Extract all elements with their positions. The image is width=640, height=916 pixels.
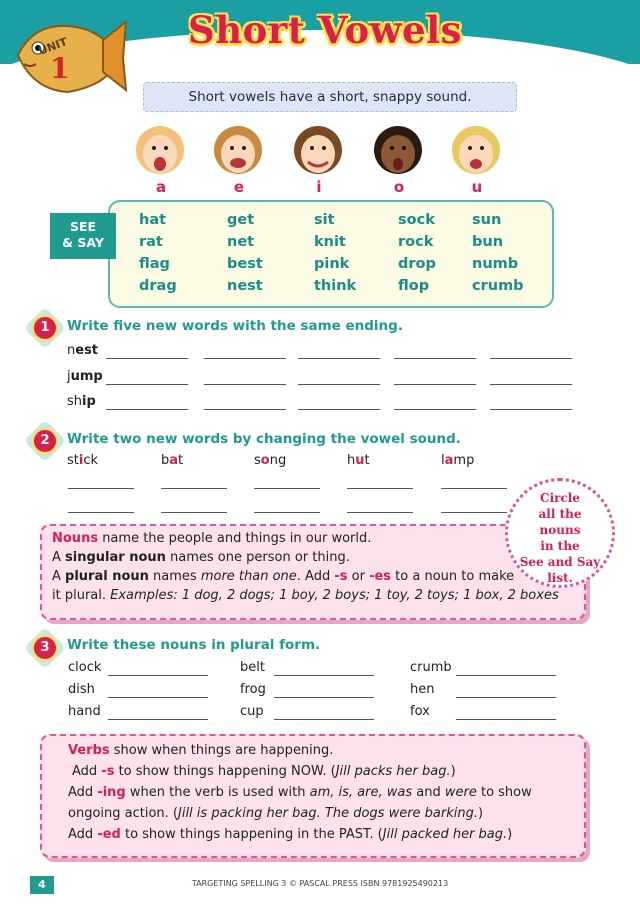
verbs-info-text (68, 740, 578, 845)
word-vowel: o (260, 453, 270, 468)
answer-line[interactable] (394, 384, 476, 385)
word: crumb (472, 278, 524, 294)
word: nest (227, 278, 263, 294)
word-part: s (254, 453, 261, 468)
answer-line[interactable] (108, 675, 208, 676)
vowel-word (161, 453, 183, 468)
child-face-e (214, 126, 262, 174)
answer-line[interactable] (298, 409, 380, 410)
answer-line[interactable] (347, 488, 413, 489)
answer-line[interactable] (161, 512, 227, 513)
verbs-line (68, 803, 578, 824)
word: rock (398, 234, 434, 250)
noun-prompt: crumb (410, 660, 452, 675)
text: am, is, are, was (309, 785, 413, 800)
vowel-label: u (471, 178, 483, 196)
vowel-word (347, 453, 370, 468)
word-start: n (67, 343, 76, 358)
text: it plural. (52, 588, 111, 603)
vowel-label: i (316, 178, 322, 196)
children-illustration (120, 118, 520, 180)
subtitle-banner: Short vowels have a short, snappy sound. (143, 82, 517, 112)
word-part: h (347, 453, 356, 468)
word-column-e (227, 209, 263, 297)
word: bun (472, 234, 504, 250)
example: Jill is packing her bag. The dogs were barking. (178, 806, 479, 821)
suffix: -ing (97, 785, 126, 800)
section-2-heading: Write two new words by changing the vowel sound. (67, 431, 461, 447)
vowel-word (67, 453, 98, 468)
answer-line[interactable] (490, 384, 572, 385)
unit-number: 1 (50, 52, 70, 85)
section-1-heading: Write five new words with the same ending. (67, 318, 403, 334)
word-ending: ump (70, 369, 103, 384)
answer-line[interactable] (108, 697, 208, 698)
note-line: Circle (540, 491, 580, 505)
section-2-badge: 2 (32, 428, 58, 454)
suffix: -es (369, 569, 392, 584)
text: Add (72, 764, 102, 779)
section-1-badge: 1 (32, 315, 58, 341)
word-part: ck (83, 453, 99, 468)
word-vowel: i (78, 453, 84, 468)
noun-prompt: clock (68, 660, 102, 675)
answer-line[interactable] (106, 384, 188, 385)
noun-prompt: hand (68, 704, 101, 719)
answer-line[interactable] (298, 358, 380, 359)
answer-line[interactable] (274, 675, 374, 676)
answer-line[interactable] (68, 488, 134, 489)
word-part: ng (269, 453, 287, 468)
word-vowel: a (169, 453, 179, 468)
word-column-o (398, 209, 436, 297)
child-face-u (452, 126, 500, 174)
answer-line[interactable] (456, 719, 556, 720)
verbs-line (68, 824, 578, 845)
text: ongoing action. ( (68, 806, 178, 821)
text: names (148, 569, 201, 584)
text: were (444, 785, 477, 800)
text: ) (507, 827, 513, 842)
section-3-heading: Write these nouns in plural form. (67, 637, 321, 653)
text: to show things happening NOW. ( (114, 764, 336, 779)
term: Verbs (68, 743, 110, 758)
text: to show things happening in the PAST. ( (120, 827, 383, 842)
word: think (314, 278, 357, 294)
answer-line[interactable] (394, 409, 476, 410)
nouns-line (52, 548, 576, 567)
example: Jill packs her bag. (335, 764, 451, 779)
answer-line[interactable] (254, 488, 320, 489)
see-say-tab (50, 213, 116, 259)
vowel-word (441, 453, 474, 468)
word: sun (472, 212, 502, 228)
text: names one person or thing. (165, 550, 350, 565)
text: when the verb is used with (125, 785, 310, 800)
text: A (52, 550, 66, 565)
answer-line[interactable] (298, 384, 380, 385)
section-3-badge: 3 (32, 635, 58, 661)
vowel-word (254, 453, 286, 468)
nouns-info-text (52, 529, 576, 605)
word-column-a (139, 209, 177, 297)
text: to show (476, 785, 532, 800)
word-prompt-ship (67, 394, 96, 409)
page-number: 4 (30, 876, 54, 894)
answer-line[interactable] (274, 697, 374, 698)
word-part: t (364, 453, 370, 468)
word-part: l (441, 453, 445, 468)
unit-label: UNIT (36, 35, 70, 58)
term: singular noun (65, 550, 166, 565)
nouns-line (52, 567, 576, 586)
word-part: b (161, 453, 170, 468)
answer-line[interactable] (106, 409, 188, 410)
answer-line[interactable] (68, 512, 134, 513)
text: show when things are happening. (109, 743, 334, 758)
text: and (412, 785, 445, 800)
note-line: See and Say (519, 555, 601, 569)
word: sock (398, 212, 435, 228)
noun-prompt: hen (410, 682, 435, 697)
answer-line[interactable] (394, 358, 476, 359)
note-line: list. (547, 571, 573, 585)
verbs-line (68, 740, 578, 761)
text: ) (450, 764, 456, 779)
suffix: -s (334, 569, 348, 584)
word: knit (314, 234, 346, 250)
answer-line[interactable] (204, 384, 286, 385)
word: flag (139, 256, 170, 272)
word-column-u (472, 209, 524, 297)
noun-prompt: dish (68, 682, 95, 697)
word: get (227, 212, 255, 228)
answer-line[interactable] (441, 488, 507, 489)
word: hat (139, 212, 167, 228)
term: plural noun (65, 569, 149, 584)
answer-line[interactable] (274, 719, 374, 720)
example: Jill packed her bag. (382, 827, 508, 842)
word: pink (314, 256, 350, 272)
vowel-label: o (393, 178, 405, 196)
noun-prompt: frog (240, 682, 266, 697)
text: . Add (296, 569, 335, 584)
page-title: Short Vowels (187, 8, 463, 52)
see-say-label: SEE (69, 219, 97, 234)
word-vowel: a (444, 453, 454, 468)
child-face-a (136, 126, 184, 174)
word: flop (398, 278, 430, 294)
text: ) (478, 806, 484, 821)
word-start: sh (67, 394, 83, 409)
text: Add (68, 785, 98, 800)
see-say-label: & SAY (62, 235, 104, 250)
word: best (227, 256, 263, 272)
vowel-label: e (233, 178, 245, 196)
word-ending: ip (82, 394, 96, 409)
word: drag (139, 278, 177, 294)
text: name the people and things in our world. (98, 531, 372, 546)
answer-line[interactable] (108, 719, 208, 720)
word: sit (314, 212, 335, 228)
answer-line[interactable] (456, 697, 556, 698)
answer-line[interactable] (106, 358, 188, 359)
noun-prompt: cup (240, 704, 264, 719)
word-start: j (67, 369, 71, 384)
text: A (52, 569, 66, 584)
verbs-line (68, 782, 578, 803)
child-face-i (294, 126, 342, 174)
word-prompt-nest (67, 343, 98, 358)
word-vowel: u (355, 453, 365, 468)
noun-prompt: fox (410, 704, 430, 719)
text: to a noun to make (391, 569, 515, 584)
word-part: st (67, 453, 79, 468)
word-ending: est (75, 343, 99, 358)
circle-note-text (518, 490, 602, 586)
word-prompt-jump (67, 369, 103, 384)
nouns-line (52, 586, 576, 605)
answer-line[interactable] (347, 512, 413, 513)
word-part: t (178, 453, 184, 468)
text: more than one (200, 569, 297, 584)
vowel-label: a (155, 178, 167, 196)
child-face-o (374, 126, 422, 174)
noun-prompt: belt (240, 660, 265, 675)
answer-line[interactable] (204, 358, 286, 359)
word: net (227, 234, 255, 250)
note-line: all the nouns (538, 507, 582, 537)
word-column-i (314, 209, 356, 297)
note-line: in the (540, 539, 580, 553)
answer-line[interactable] (490, 409, 572, 410)
text: or (347, 569, 370, 584)
word: rat (139, 234, 163, 250)
verbs-line (68, 761, 578, 782)
suffix: -ed (97, 827, 121, 842)
word: numb (472, 256, 519, 272)
answer-line[interactable] (456, 675, 556, 676)
answer-line[interactable] (441, 512, 507, 513)
answer-line[interactable] (161, 488, 227, 489)
footer-credit: TARGETING SPELLING 3 © PASCAL PRESS ISBN 9781925490213 (191, 879, 449, 888)
answer-line[interactable] (204, 409, 286, 410)
text: Add (68, 827, 98, 842)
answer-line[interactable] (254, 512, 320, 513)
nouns-line (52, 529, 576, 548)
word: drop (398, 256, 436, 272)
term: Nouns (52, 531, 99, 546)
word-part: mp (453, 453, 475, 468)
suffix: -s (101, 764, 115, 779)
examples: Examples: 1 dog, 2 dogs; 1 boy, 2 boys; 1 toy, 2 toys; 1 box, 2 boxes (110, 588, 559, 603)
answer-line[interactable] (490, 358, 572, 359)
